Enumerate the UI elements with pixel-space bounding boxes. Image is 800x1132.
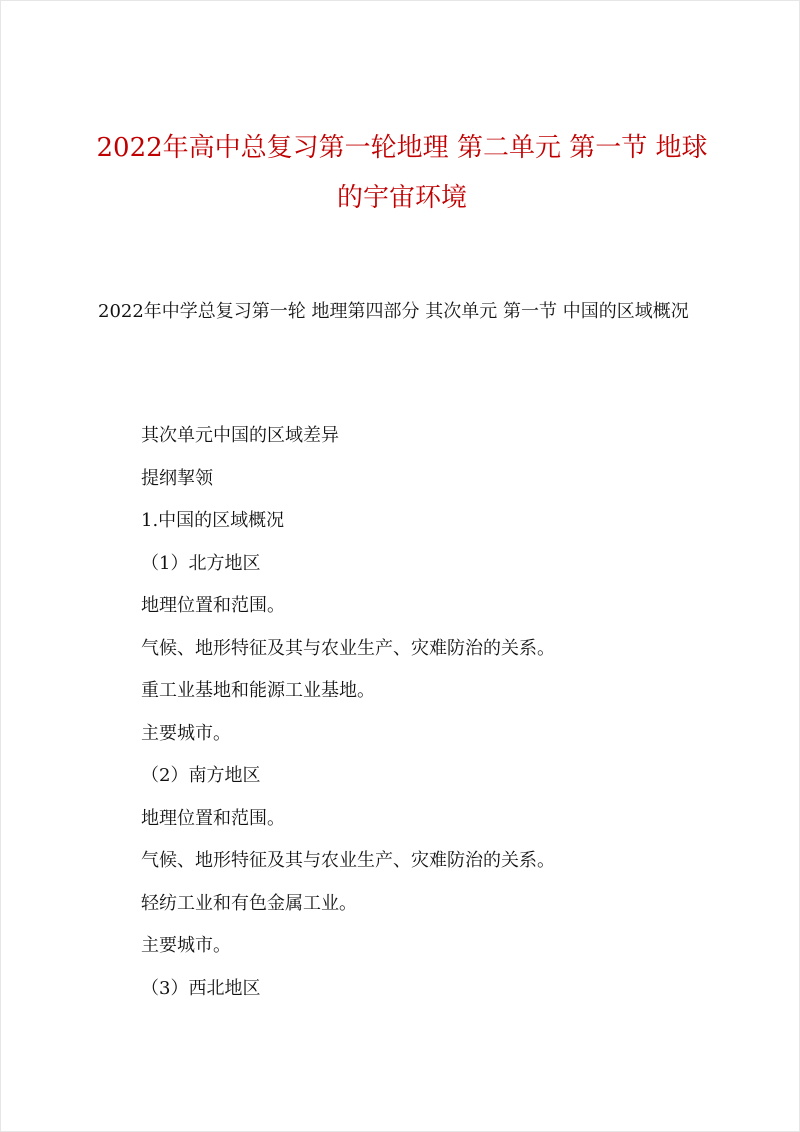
body-line: （3）西北地区 (141, 977, 261, 999)
document-body (141, 415, 555, 1010)
body-line: 地理位置和范围。 (141, 595, 285, 616)
body-line: （2）南方地区 (141, 765, 261, 786)
document-subtitle: 2022年中学总复习第一轮 地理第四部分 其次单元 第一节 中国的区域概况 (98, 301, 689, 322)
body-line: 气候、地形特征及其与农业生产、灾难防治的关系。 (141, 637, 555, 659)
document-title: 2022年高中总复习第一轮地理 第二单元 第一节 地球的宇宙环境 (96, 133, 708, 213)
body-line: 提纲挈领 (141, 467, 213, 489)
body-line: 气候、地形特征及其与农业生产、灾难防治的关系。 (141, 850, 555, 871)
body-line: 1.中国的区域概况 (141, 510, 285, 531)
body-line: 主要城市。 (141, 722, 231, 744)
body-line: 其次单元中国的区域差异 (141, 425, 339, 446)
body-line: 主要城市。 (141, 935, 231, 956)
body-line: 地理位置和范围。 (141, 807, 285, 829)
body-line: （1）北方地区 (141, 552, 261, 574)
body-line: 轻纺工业和有色金属工业。 (141, 892, 357, 914)
body-line: 重工业基地和能源工业基地。 (141, 680, 375, 701)
